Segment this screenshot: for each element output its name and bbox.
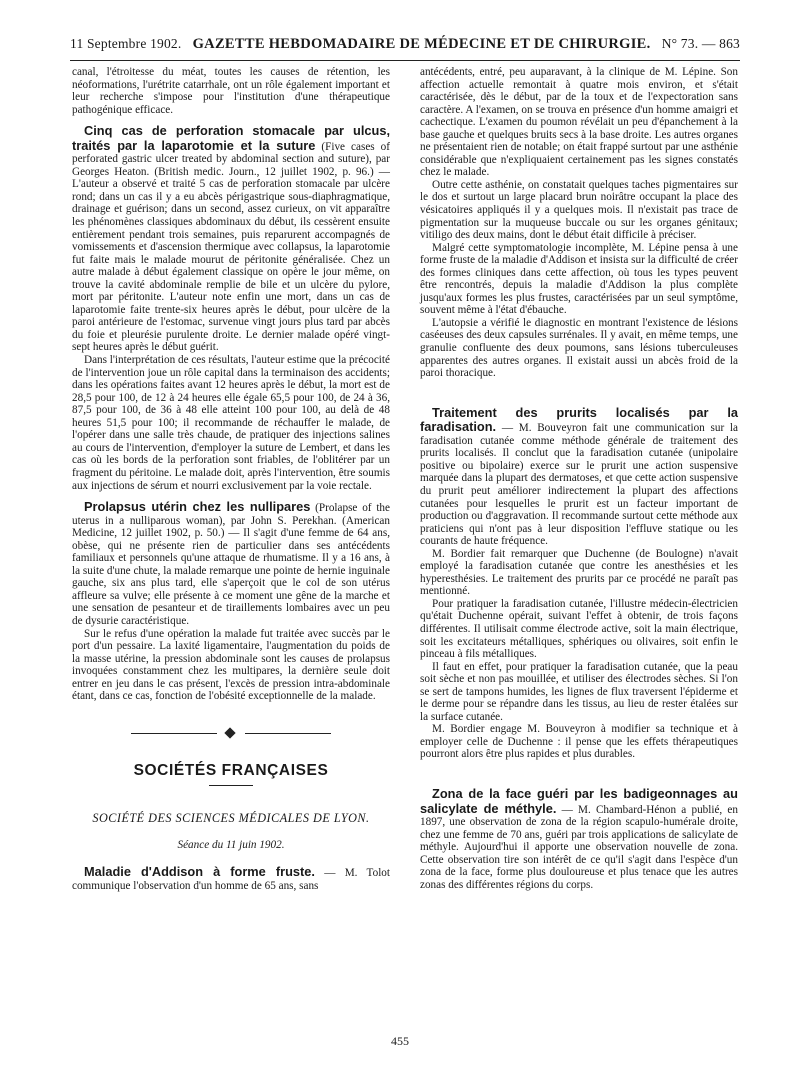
paragraph: Outre cette asthénie, on constatait quelques taches pigmentaires sur le dos et surtout un large placard brun noirâtre occupant la place des vésicatoires appliqués il y a quelques mois. Il n'existait pas trace de pigmentation sur la muqueuse buccale ou sur les organes génitaux; vitiligo des deux mains, dont le début était difficile à préciser. (420, 178, 738, 242)
paragraph: M. Bordier fait remarquer que Duchenne (de Boulogne) n'avait employé la faradisation cutanée que contre les anesthésies et les hyperesthésies. Le traitement des prurits par ce procédé ne paraît pas mentionné. (420, 547, 738, 598)
paragraph: M. Bordier engage M. Bouveyron à modifier sa technique et à employer celle de Duchenne : il pense que les effets thérapeutiques pourront alors être plus rapides et plus durables. (420, 723, 738, 761)
header-date: 11 Septembre 1902. (70, 36, 182, 51)
paragraph: canal, l'étroitesse du méat, toutes les causes de rétention, les néoformations, l'urétrite catarrhale, ont un rôle également important et leur recherche s'impose pour l'institution d'une thérapeutique pathogénique efficace. (72, 66, 390, 116)
section-ornament (131, 729, 331, 739)
paragraph: Malgré cette symptomatologie incomplète, M. Lépine pensa à une forme fruste de la maladie d'Addison et insista sur la difficulté de créer des formes cliniques dans cette affection, où tous les types peuvent être rencontrés, depuis la maladie d'Addison la plus complète jusqu'aux formes les plus frustes, caractérisées par un seul symptôme, souvent même à l'état d'ébauche. (420, 241, 738, 317)
paragraph: Pour pratiquer la faradisation cutanée, l'illustre médecin-électricien qu'était Duchenne opérait, suivant l'effet à obtenir, de trois façons différentes. Il utilisait comme électrode active, soit la main électrique, soit les excitateurs métalliques, sphériques ou olivaires, soit enfin le pinceau à fils métalliques. (420, 597, 738, 661)
article-prolapsus (72, 500, 390, 627)
section-title: SOCIÉTÉS FRANÇAISES (133, 761, 329, 779)
article-body: (Five cases of perforated gastric ulcer treated by abdominal section and suture), par Georges Heaton. (British medic. Journ., 12 juillet 1902, p. 96.) — L'auteur a observé et traité 5 cas de perforation stomacale par ulcère rond; dans un cas il y a eu abcès périgastrique sous-diaphragmatique, drainage et guérison; dans un second, assez curieux, on vit apparaître les phénomènes classiques abdominaux du début, ils cessèrent ensuite entièrement pendant trois semaines, puis reparurent accompagnés de vomissements et d'ascension thermique avec collapsus, la laparotomie fut faite mais le malade mourut de péritonite généralisée. Chez un autre malade à début également classique on opère le jour même, on trouve la cavité abdominale remplie de bile et un ulcère du pylore, mort par péritonite. L'auteur note enfin une mort, dans un cas de laparotomie faite trente-six heures après le début, pour ulcère de la paroi antérieure de l'estomac, survenue vingt jours plus tard par abcès du foie et pleurésie purulente droite. Le dernier malade opéré vingt-sept heures après le début guérit. (72, 140, 390, 354)
article-title: Prolapsus utérin chez les nullipares (84, 499, 311, 515)
journal-title: GAZETTE HEBDOMADAIRE DE MÉDECINE ET DE CHIRURGIE. (192, 36, 651, 52)
paragraph: Dans l'interprétation de ces résultats, l'auteur estime que la précocité de l'intervention joue un rôle capital dans la terminaison des accidents; dans les opérations faites avant 12 heures après le début, la mort est de 28,5 pour 100, de 12 à 24 heures elle égale 65,5 pour 100, de 24 à 36, 87,5 pour 100, de 36 à 48 elle atteint 100 pour 100, au delà de 48 heures 51,5 pour 100; il recommande de réchauffer le malade, de l'opérer dans une salle très chaude, de pratiquer des injections salines au cours de l'intervention, d'employer la suture de Lembert, et dans les cas où les bords de la perforation sont friables, de l'oblitérer par un fragment du péritoine. Le malade doit, après l'intervention, être soumis aux injections de sérum et nourri exclusivement par la voie rectale. (72, 354, 390, 492)
header-issue: N° 73. — 863 (661, 36, 740, 51)
seance-date: Séance du 11 juin 1902. (177, 838, 285, 851)
article-title: Zona de la face guéri par les badigeonnages au salicylate de méthyle. (420, 785, 738, 816)
article-body: — M. Bouveyron fait une communication sur la faradisation cutanée comme méthode générale de traitement des prurits localisés. Il conclut que la faradisation cutanée (unipolaire positive ou bipolaire) exerce sur le prurit une action suspensive marquée dans la plupart des dermatoses, et que cette action suspensive du prurit peut améliorer indirectement la plupart des affections cutanées pour lesquelles le prurit est un facteur important de production ou d'aggravation. Il recommande surtout cette méthode aux praticiens qui n'ont pas à leur disposition l'effluve statique ou les courants de haute fréquence. (420, 422, 738, 548)
paragraph: antécédents, entré, peu auparavant, à la clinique de M. Lépine. Son affection actuelle remontait à quatre mois environ, et s'était caractérisée, dès le début, par de la toux et de l'expectoration sans caractère. A l'examen, on se trouva en présence d'un homme amaigri et cachectique. L'examen du poumon révélait un peu d'épanchement à la base gauche et quelques bruits secs à la base droite. Les autres organes ne présentaient rien de notable; on était frappé surtout par une asthénie considérable que n'expliquaient certainement pas les signes constatés chez le malade. (420, 66, 738, 179)
article-body: — M. Tolot communique l'observation d'un homme de 65 ans, sans (72, 867, 391, 892)
article-ulcus (72, 124, 390, 354)
paragraph: Sur le refus d'une opération la malade fut traitée avec succès par le port d'un pessaire. La laxité ligamentaire, l'augmentation du poids de la masse utérine, la pression abdominale sont les causes de prolapsus invoquées constamment chez les multipares, la dernière seule doit entrer en jeu dans le cas présent, l'excès de pression intra-abdominale étant, dans ce cas, fonction de l'obésité exceptionnelle de la malade. (72, 627, 390, 703)
article-zona (420, 787, 738, 891)
header-rule (70, 60, 740, 61)
paragraph: Il faut en effet, pour pratiquer la faradisation cutanée, que la peau soit sèche et non pas mouillée, et utiliser des électrodes sèches. Si l'on se sert de tampons humides, les lignes de flux traversent l'épiderme et le derme pour se répandre dans les tissus, au lieu de rester étalées sur la surface cutanée. (420, 660, 738, 723)
article-body: — M. Chambard-Hénon a publié, en 1897, une observation de zona de la région scapulo-humérale droite, chez une femme de 70 ans, guéri par trois applications de salicylate de méthyle. Aujourd'hui il apporte une observation nouvelle de zona. Cette observation tire son intérêt de ce qu'il s'agit dans l'espèce d'un zona de la face, forme plus douloureuse et plus tenace que les autres zonas des différentes régions du corps. (420, 803, 738, 891)
society-heading: SOCIÉTÉ DES SCIENCES MÉDICALES DE LYON. (92, 811, 370, 826)
article-title: Cinq cas de perforation stomacale par ulcus, traités par la laparotomie et la suture (72, 123, 390, 153)
article-addison (72, 865, 390, 892)
article-title: Maladie d'Addison à forme fruste. (84, 864, 315, 880)
running-header (70, 36, 740, 58)
article-prurits (420, 406, 738, 548)
right-column (420, 66, 738, 891)
paragraph: L'autopsie a vérifié le diagnostic en montrant l'existence de lésions caséeuses des deux capsules surrénales. Il y avait, en même temps, une granulie confluente des deux poumons, sans lésions tuberculeuses apparentes des autres organes. Il existait aussi un abcès froid de la paroi thoracique. (420, 316, 738, 380)
article-body: (Prolapse of the uterus in a nulliparous woman), par John S. Perekhan. (American Medicine, 12 juillet 1902, p. 50.) — Il s'agit d'une femme de 64 ans, obèse, qui ne présente rien de particulier dans ses antécédents familiaux et personnels qu'une attaque de rhumatisme. Il y a 16 ans, à la suite d'une chute, la malade remarque une pointe de hernie inguinale gauche, six ans plus tard, elle s'aperçoit que le col de son utérus affleure sa vulve; elle présente à ce moment une gêne de la marche et une sensation de pesanteur et de tiraillements lombaires avec un peu de dysurie caractéristique. (72, 502, 390, 627)
article-title: Traitement des prurits localisés par la faradisation. (420, 404, 738, 435)
page-number: 455 (391, 1034, 409, 1048)
left-column (72, 66, 390, 893)
